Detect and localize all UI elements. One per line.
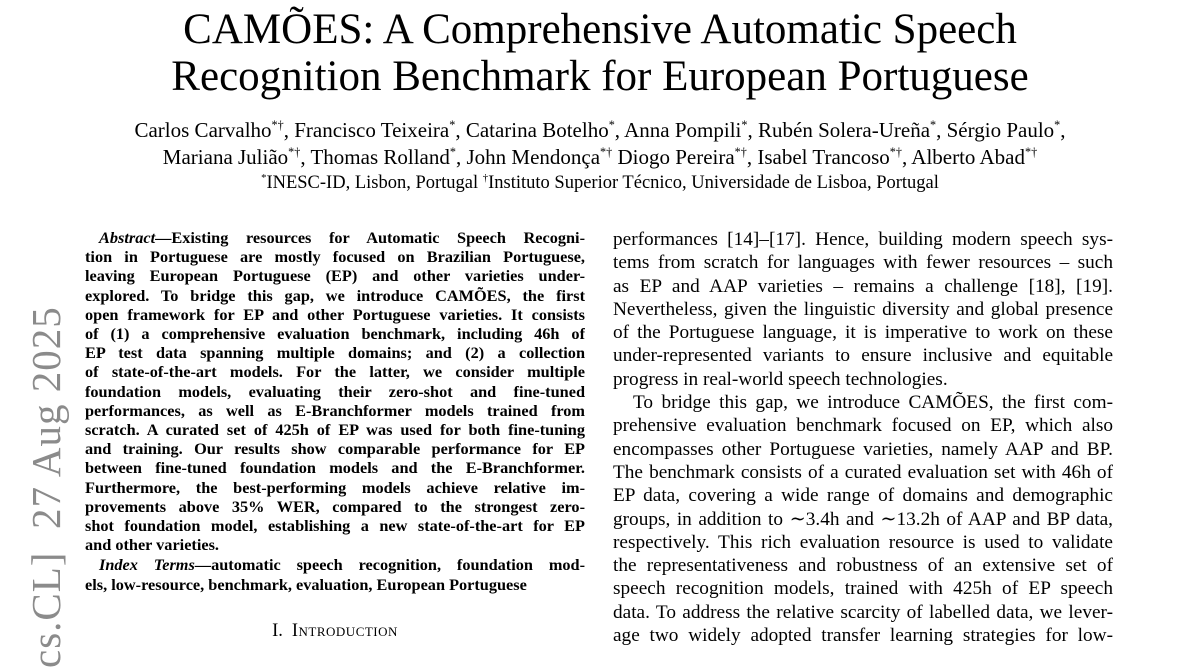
text-span: data. To address the relative scarcity of labelled data, we lever- bbox=[613, 601, 1113, 623]
affiliation-line bbox=[0, 171, 1200, 196]
text-span: , Catarina Botelho bbox=[455, 118, 609, 142]
text-span: Instituto Superior Técnico, Universidade de Lisboa, Portugal bbox=[488, 173, 939, 193]
text-span: encompasses other Portuguese varieties, namely AAP and BP. bbox=[613, 438, 1113, 460]
text-line bbox=[613, 298, 1113, 321]
text-line bbox=[613, 228, 1113, 251]
superscript-marker: *† bbox=[288, 145, 301, 159]
arxiv-stamp: cs.CL] 27 Aug 2025 bbox=[23, 306, 69, 668]
author-line-2 bbox=[0, 144, 1200, 171]
text-line bbox=[613, 438, 1113, 461]
text-span: , Anna Pompili bbox=[614, 118, 742, 142]
text-line bbox=[85, 247, 585, 266]
superscript-marker: *† bbox=[1025, 145, 1038, 159]
text-line bbox=[613, 531, 1113, 554]
text-span: els, low-resource, benchmark, evaluation, European Portuguese bbox=[85, 574, 527, 594]
text-line bbox=[85, 535, 585, 554]
text-line bbox=[85, 420, 585, 439]
text-span: explored. To bridge this gap, we introduce CAMÕES, the first bbox=[85, 285, 585, 305]
text-span: Diogo Pereira bbox=[612, 145, 735, 169]
text-span: Mariana Julião bbox=[162, 145, 289, 169]
text-line bbox=[85, 555, 585, 574]
text-span: Index Terms bbox=[99, 555, 195, 575]
text-line bbox=[85, 382, 585, 401]
text-span: , bbox=[1060, 118, 1066, 142]
text-line bbox=[613, 414, 1113, 437]
text-line bbox=[613, 391, 1113, 414]
section-title: Introduction bbox=[291, 620, 398, 641]
abstract-paragraph bbox=[85, 228, 585, 554]
text-span: —automatic speech recognition, foundation mod- bbox=[194, 555, 585, 575]
superscript-marker: * bbox=[608, 118, 615, 132]
text-span: —Existing resources for Automatic Speech Recogni- bbox=[155, 228, 585, 247]
index-terms-paragraph bbox=[85, 555, 585, 593]
text-span: the representativeness and robustness of an extensive set of bbox=[613, 555, 1113, 577]
text-span: EP data, covering a wide range of domains and demographic bbox=[613, 485, 1113, 507]
text-line bbox=[85, 324, 585, 343]
superscript-marker: * bbox=[449, 118, 456, 132]
paper-title-line-1: CAMÕES: A Comprehensive Automatic Speech bbox=[183, 6, 1017, 53]
text-line bbox=[613, 344, 1113, 367]
text-line bbox=[85, 458, 585, 477]
superscript-marker: * bbox=[741, 118, 748, 132]
text-span: under-represented variants to ensure inclusive and equitable bbox=[613, 345, 1113, 367]
text-span: , Thomas Rolland bbox=[300, 145, 450, 169]
text-span: , Alberto Abad bbox=[901, 145, 1026, 169]
text-line bbox=[85, 575, 585, 594]
author-line-1 bbox=[0, 117, 1200, 144]
superscript-marker: *† bbox=[734, 145, 747, 159]
text-span: provements above 35% WER, compared to the strongest zero- bbox=[85, 496, 585, 516]
text-span: and training. Our results show comparable performance for EP bbox=[85, 439, 585, 459]
text-span: open framework for EP and other Portuguese varieties. It consists bbox=[85, 304, 585, 324]
text-span: scratch. A curated set of 425h of EP was used for both fine-tuning bbox=[85, 420, 585, 440]
text-line bbox=[613, 624, 1113, 647]
text-span: performances, as well as E-Branchformer models trained from bbox=[85, 400, 585, 420]
text-line bbox=[613, 554, 1113, 577]
text-span: tion in Portuguese are mostly focused on Brazilian Portuguese, bbox=[85, 247, 585, 267]
superscript-marker: *† bbox=[600, 145, 613, 159]
text-line bbox=[85, 401, 585, 420]
text-line bbox=[85, 478, 585, 497]
superscript-marker: * bbox=[449, 145, 456, 159]
text-span: respectively. This rich evaluation resource is used to validate bbox=[613, 531, 1113, 553]
text-line bbox=[85, 343, 585, 362]
text-span: INESC-ID, Lisbon, Portugal bbox=[266, 173, 483, 193]
text-line bbox=[85, 305, 585, 324]
text-span: , Francisco Teixeira bbox=[283, 118, 450, 142]
text-span: Furthermore, the best-performing models achieve relative im- bbox=[85, 477, 585, 497]
text-line bbox=[613, 368, 1113, 391]
text-line bbox=[613, 321, 1113, 344]
text-span: , Isabel Trancoso bbox=[746, 145, 890, 169]
text-span: speech recognition models, trained with 425h of EP speech bbox=[613, 578, 1113, 600]
text-span: groups, in addition to ∼3.4h and ∼13.2h of AAP and BP data, bbox=[613, 508, 1113, 530]
text-span: , Rubén Solera-Ureña bbox=[747, 118, 931, 142]
text-span: Carlos Carvalho bbox=[134, 118, 272, 142]
text-span: of (1) a comprehensive evaluation benchmark, including 46h of bbox=[85, 324, 585, 344]
text-line bbox=[85, 266, 585, 285]
author-block bbox=[0, 117, 1200, 196]
text-span: EP test data spanning multiple domains; and (2) a collection bbox=[85, 343, 585, 363]
superscript-marker: * bbox=[1054, 118, 1061, 132]
intro-paragraph-2 bbox=[613, 391, 1113, 647]
text-span: , John Mendonça bbox=[455, 145, 601, 169]
text-span: between fine-tuned foundation models and the E-Branchformer. bbox=[85, 458, 585, 478]
text-line bbox=[613, 577, 1113, 600]
text-span: performances [14]–[17]. Hence, building modern speech sys- bbox=[613, 229, 1113, 250]
text-line bbox=[613, 508, 1113, 531]
text-span: To bridge this gap, we introduce CAMÕES, the first com- bbox=[633, 392, 1113, 414]
text-span: and other varieties. bbox=[85, 535, 220, 555]
text-line bbox=[85, 497, 585, 516]
text-span: Abstract bbox=[99, 228, 156, 247]
text-line bbox=[85, 439, 585, 458]
text-span: shot foundation model, establishing a new state-of-the-art for EP bbox=[85, 516, 585, 536]
text-line bbox=[85, 228, 585, 247]
text-span: age two widely adopted transfer learning strategies for low- bbox=[613, 625, 1113, 647]
text-span: The benchmark consists of a curated evaluation set with 46h of bbox=[613, 461, 1113, 483]
superscript-marker: * bbox=[930, 118, 937, 132]
text-line bbox=[85, 362, 585, 381]
text-line bbox=[613, 461, 1113, 484]
text-span: of the Portuguese language, it is imperative to work on these bbox=[613, 322, 1113, 344]
text-span: leaving European Portuguese (EP) and other varieties under- bbox=[85, 266, 585, 286]
text-line bbox=[613, 601, 1113, 624]
right-column bbox=[613, 228, 1113, 647]
text-span: Nevertheless, given the linguistic diversity and global presence bbox=[613, 298, 1113, 320]
left-column bbox=[85, 228, 585, 647]
text-span: foundation models, evaluating their zero-shot and fine-tuned bbox=[85, 381, 585, 401]
text-line bbox=[85, 516, 585, 535]
title-block bbox=[0, 6, 1200, 100]
text-line bbox=[613, 275, 1113, 298]
text-line bbox=[85, 286, 585, 305]
superscript-marker: *† bbox=[271, 118, 284, 132]
text-span: prehensive evaluation benchmark focused on EP, which also bbox=[613, 415, 1113, 437]
text-span: , Sérgio Paulo bbox=[936, 118, 1055, 142]
superscript-marker: *† bbox=[889, 145, 902, 159]
intro-paragraph-1 bbox=[613, 228, 1113, 391]
two-column-body bbox=[85, 228, 1113, 647]
text-line bbox=[613, 251, 1113, 274]
superscript-marker: † bbox=[482, 171, 489, 184]
text-span: progress in real-world speech technologies. bbox=[613, 368, 948, 390]
text-span: tems from scratch for languages with fewer resources – such bbox=[613, 252, 1113, 274]
paper-title-line-2: Recognition Benchmark for European Portuguese bbox=[171, 53, 1029, 100]
section-heading-introduction bbox=[85, 621, 585, 641]
section-number: I. bbox=[272, 620, 283, 641]
text-span: of state-of-the-art models. For the latter, we consider multiple bbox=[85, 362, 585, 382]
superscript-marker: * bbox=[261, 171, 267, 184]
text-line bbox=[613, 484, 1113, 507]
text-span: as EP and AAP varieties – remains a challenge [18], [19]. bbox=[613, 275, 1113, 297]
